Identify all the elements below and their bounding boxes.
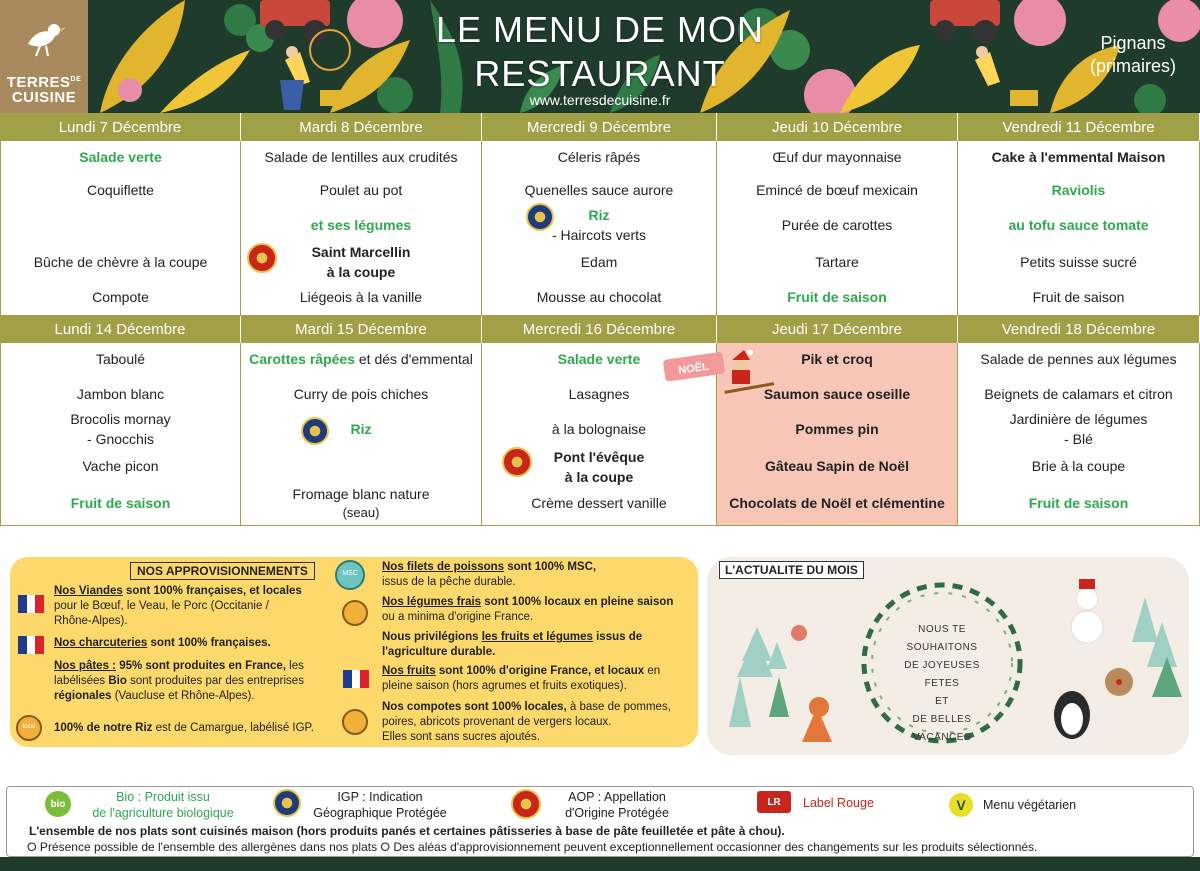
menu-item: Liégeois à la vanille [299,289,423,305]
comp-info-r1: à base de pommes, [566,701,671,713]
school-name [1090,32,1176,78]
menu-item: - Haircots verts [551,227,647,243]
menu-cell-tuesday-8 [241,141,482,316]
menu-cell-tuesday-15 [241,343,482,526]
menu-item: et ses légumes [310,217,412,233]
menu-item: Curry de pois chiches [293,386,429,402]
veg-badge-text: V [956,797,966,813]
charc-info-bold: sont 100% françaises. [147,637,271,649]
local-label-icon [342,600,368,626]
week1-menu-row [0,141,1200,316]
week2-menu-row [0,343,1200,526]
menu-item: Gâteau Sapin de Noël [765,458,909,474]
local-badge-text: local [22,724,36,730]
meat-info-title: Nos Viandes [54,585,123,597]
holiday-message-line1: NOUS TE SOUHAITONS [906,624,978,653]
menu-item: Fruit de saison [1028,495,1129,511]
fav-info-u: les fruits et légumes [481,631,593,643]
legend-aop [547,789,687,821]
pasta-info-r1: les [285,660,304,672]
fish-info-bold: sont 100% MSC, [504,561,597,573]
menu-item: Riz [588,207,610,223]
school-line1: Pignans [1100,33,1166,53]
menu-item: Cake à l'emmental Maison [991,149,1166,165]
day-header: Mardi 15 Décembre [241,315,482,343]
comp-info-bold: Nos compotes sont 100% locales, [382,701,567,713]
legend-bio-line2: de l'agriculture biologique [92,806,234,820]
pasta-info-title: Nos pâtes : [54,660,116,672]
holiday-message-line3: ET [935,696,949,707]
menu-item: Fromage blanc nature [292,486,430,502]
menu-item: - Gnocchis [87,431,154,447]
fish-info-title: Nos filets de poissons [382,561,505,573]
menu-cell-monday-7 [0,141,241,316]
holiday-message [887,621,997,747]
logo-text-sup: DE [70,76,82,83]
menu-item: Vache picon [82,458,159,474]
rice-info [54,721,344,736]
menu-item: (seau) [342,505,380,520]
title-line2: RESTAURANT [474,53,726,94]
day-header: Lundi 7 Décembre [0,113,241,141]
fav-info-b3: l'agriculture durable. [382,646,496,658]
comp-info-r3: Elles sont sans sucres ajoutés. [382,731,540,743]
label-rouge-icon [757,791,791,813]
menu-item: Poulet au pot [319,182,403,198]
menu-item: Pommes pin [795,421,879,437]
day-header: Jeudi 10 Décembre [717,113,958,141]
menu-item [241,349,481,369]
week2-day-headers [0,315,1200,343]
menu-item: Salade de lentilles aux crudités [264,149,458,165]
menu-cell-friday-11 [958,141,1200,316]
menu-item: Jambon blanc [76,386,165,402]
supply-title: NOS APPROVISIONNEMENTS [130,562,315,580]
durable-info [382,630,692,660]
menu-item: Fruit de saison [787,289,887,305]
legend-label-rouge: Label Rouge [803,796,874,810]
day-header: Vendredi 18 Décembre [958,315,1200,343]
menu-item: Salade verte [557,351,641,367]
legend-igp-line2: Géographique Protégée [313,806,447,820]
footer-strip [0,857,1200,871]
veg-info-rest: ou a minima d'origine France. [382,611,534,623]
menu-item: Coquiflette [87,182,154,198]
menu-item: Taboulé [95,351,146,367]
menu-item: Compote [92,289,149,305]
pasta-info-r2: labélisées [54,675,109,687]
igp-label-icon [273,789,301,817]
menu-item-rest: et dés d'emmental [354,351,473,367]
legend-igp [305,789,455,821]
menu-item: Bûche de chèvre à la coupe [33,254,208,270]
menu-item: Lasagnes [568,386,630,402]
menu-item: Salade verte [79,149,162,165]
lr-badge-text: LR [767,796,781,808]
menu-item: Brocolis mornay [70,411,171,427]
menu-item: Œuf dur mayonnaise [772,149,902,165]
menu-item: Salade de pennes aux légumes [980,351,1177,367]
menu-cell-monday-14 [0,343,241,526]
veg-info-title: Nos légumes frais [382,596,482,608]
menu-item: Saumon sauce oseille [763,386,911,402]
day-header: Mardi 8 Décembre [241,113,482,141]
menu-item: - Blé [1064,431,1093,447]
pasta-info-reg: régionales [54,690,112,702]
pasta-info [54,659,324,704]
noel-santa-illustration [662,350,782,394]
page-title [0,8,1200,96]
bio-badge-text: bio [50,798,66,810]
legend-aop-line2: d'Origine Protégée [565,806,669,820]
legend-igp-line1: IGP : Indication [337,790,423,804]
legend-aop-line1: AOP : Appellation [568,790,666,804]
msc-label-icon [335,560,365,590]
pasta-info-r3: sont produites par des entreprises [126,675,304,687]
meat-info-line2: Rhône-Alpes). [54,615,128,627]
fruit-info-title: Nos fruits [382,665,436,677]
pasta-info-bio: Bio [108,675,127,687]
fruit-info-r2: pleine saison (hors agrumes et fruits exotiques). [382,680,627,692]
fav-info-b1: Nous privilégions [382,631,482,643]
meat-info [54,584,324,629]
logo-text-line1: TERRES [6,74,71,91]
monthly-news-panel [707,557,1189,755]
fruit-info-r1: en [644,665,661,677]
menu-item: Tartare [815,254,859,270]
holiday-message-line4: DE BELLES VACANCES [912,714,972,743]
menu-item: Petits suisse sucré [1020,254,1137,270]
rice-info-bold: 100% de notre Riz [54,722,153,734]
fav-info-b2: issus de [592,631,643,643]
header-banner [0,0,1200,113]
aop-label-icon [511,789,541,819]
day-header: Lundi 14 Décembre [0,315,241,343]
bio-label-icon [45,791,71,817]
meat-info-line1: pour le Bœuf, le Veau, le Porc (Occitanie / [54,600,269,612]
menu-item: Beignets de calamars et citron [984,386,1173,402]
news-title: L'ACTUALITE DU MOIS [719,561,864,579]
supply-info-panel [10,557,698,747]
veg-info-bold: sont 100% locaux en pleine saison [481,596,674,608]
title-line1: LE MENU DE MON [435,9,765,50]
holiday-message-line2: DE JOYEUSES FETES [904,660,980,689]
legend-bio [83,789,243,821]
local-label-icon [16,715,42,741]
menu-cell-wednesday-9 [482,141,717,316]
allergen-note: ⭘ Présence possible de l'ensemble des allergènes dans nos plats ⭘ Des aléas d'approvisionnement peuvent exceptionnellement occasionner des changements sur les produits sélectionnés. [27,840,1038,854]
rice-info-rest: est de Camargue, labélisé IGP. [152,722,314,734]
menu-item-highlight: Carottes râpées [249,351,355,367]
day-header: Jeudi 17 Décembre [717,315,958,343]
menu-item: Céleris râpés [557,149,641,165]
pasta-info-r4: (Vaucluse et Rhône-Alpes). [111,690,255,702]
menu-item: Fruit de saison [70,495,171,511]
legend-vegetarian: Menu végétarien [983,798,1077,812]
logo-text-line2: CUISINE [11,89,77,106]
menu-item: au tofu sauce tomate [1008,217,1149,233]
legend-bio-line1: Bio : Produit issu [116,790,210,804]
fruits-info [382,664,692,694]
comp-info-r2: poires, abricots provenant de vergers locaux. [382,716,612,728]
vegetables-info [382,595,692,625]
day-header: Vendredi 11 Décembre [958,113,1200,141]
vegetarian-icon [949,793,973,817]
menu-item: Riz [350,421,372,437]
school-line2: (primaires) [1089,56,1176,76]
menu-item: Pont l'évêque [553,449,645,465]
menu-item: Brie à la coupe [1031,458,1126,474]
menu-item: Saint Marcellin [311,244,411,260]
website-link[interactable]: www.terresdecuisine.fr [529,92,671,108]
fruit-info-bold: sont 100% d'origine France, et locaux [435,665,645,677]
menu-item: à la coupe [564,469,634,485]
msc-badge-text: MSC [342,570,358,577]
weekly-menu [0,113,1200,526]
menu-cell-friday-18 [958,343,1200,526]
compotes-info [382,700,692,745]
local-label-icon [342,709,368,735]
legend-box [6,786,1194,857]
french-flag-icon [343,670,369,688]
menu-item: Emincé de bœuf mexicain [756,182,918,198]
menu-item: Jardinière de légumes [1009,411,1148,427]
charcuterie-info [54,636,324,651]
menu-item: Mousse au chocolat [536,289,662,305]
week1-day-headers [0,113,1200,141]
pasta-info-bold: 95% sont produites en France, [116,660,286,672]
day-header: Mercredi 16 Décembre [482,315,717,343]
menu-item: Raviolis [1051,182,1106,198]
french-flag-icon [18,595,44,613]
menu-item: Purée de carottes [781,217,893,233]
fish-info-rest: issus de la pêche durable. [382,576,516,588]
fish-info [382,560,692,590]
charc-info-title: Nos charcuteries [54,637,148,649]
french-flag-icon [18,636,44,654]
meat-info-bold: sont 100% françaises, et locales [122,585,302,597]
homemade-note: L'ensemble de nos plats sont cuisinés maison (hors produits panés et certaines pâtisseries à base de pâte feuilletée et pâte à chou). [29,824,785,838]
menu-item: Quenelles sauce aurore [524,182,674,198]
menu-item: à la bolognaise [551,421,647,437]
menu-cell-thursday-10 [717,141,958,316]
menu-item: Pik et croq [801,351,873,367]
menu-item: Edam [580,254,618,270]
menu-item: Fruit de saison [1032,289,1125,305]
noel-tag-text: NOËL [677,360,710,377]
menu-item: Chocolats de Noël et clémentine [729,495,945,511]
menu-item: à la coupe [326,264,396,280]
day-header: Mercredi 9 Décembre [482,113,717,141]
menu-item: Crème dessert vanille [531,495,667,511]
